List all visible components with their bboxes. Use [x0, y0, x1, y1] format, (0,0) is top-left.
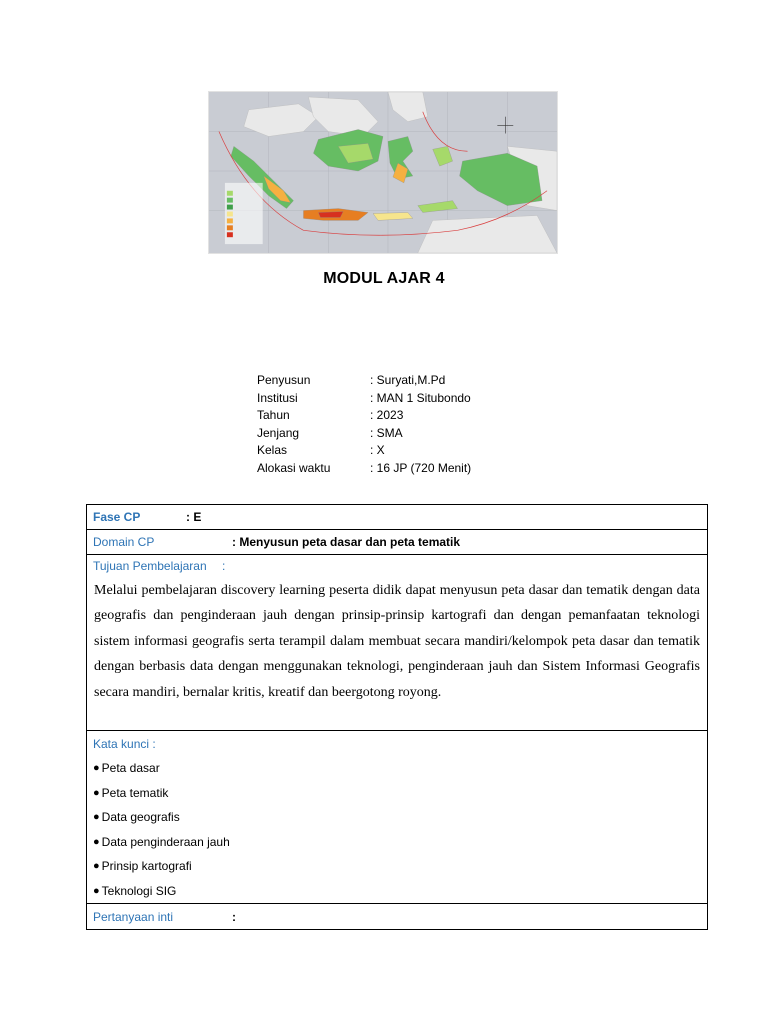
- map-legend: [225, 183, 263, 244]
- info-row-institusi: [257, 390, 471, 408]
- bullet-icon: ●: [93, 762, 100, 774]
- info-value: : 16 JP (720 Menit): [370, 460, 472, 475]
- module-info: [257, 372, 471, 478]
- domain-cp-label: Domain CP: [93, 535, 155, 549]
- bullet-icon: ●: [93, 884, 100, 897]
- kata-kunci-row: [87, 731, 707, 904]
- info-row-alokasi-waktu: [257, 460, 471, 478]
- tujuan-paragraph: Melalui pembelajaran discovery learning peserta didik dapat menyusun peta dasar dan tematik dengan data geografis dan penginderaan jauh dengan prinsip-prinsip kartografi dan dengan pemanfaatan teknologi sistem informasi geografis serta terampil dalam membuat secara mandiri/kelompok peta dasar dan tematik dengan berbasis data dengan menggunakan teknologi, penginderaan jauh dan Sistem Informasi Geografis secara mandiri, bernalar kritis, kreatif dan beergotong royong.: [94, 583, 700, 700]
- info-row-kelas: [257, 442, 471, 460]
- info-row-jenjang: [257, 425, 471, 443]
- bullet-icon: ●: [93, 786, 100, 799]
- info-label: Alokasi waktu: [257, 460, 331, 475]
- info-label: Kelas: [257, 443, 288, 458]
- list-item: [93, 854, 707, 879]
- list-item: [93, 830, 707, 855]
- keyword-text: Data penginderaan jauh: [101, 834, 230, 849]
- module-title: MODUL AJAR 4: [323, 270, 445, 287]
- info-label: Penyusun: [257, 373, 311, 387]
- info-value: : X: [370, 443, 385, 458]
- list-item: [93, 879, 707, 904]
- indonesia-population-density-map: [208, 91, 558, 254]
- keyword-text: Peta dasar: [101, 761, 160, 775]
- tujuan-colon: :: [222, 559, 226, 573]
- north-arrow-icon: [497, 117, 513, 134]
- info-value: : Suryati,M.Pd: [370, 373, 446, 387]
- keyword-text: Prinsip kartografi: [101, 859, 192, 873]
- bullet-icon: ●: [93, 835, 100, 848]
- list-item: [93, 781, 707, 806]
- kata-kunci-list: [87, 756, 707, 903]
- list-item: [93, 805, 707, 830]
- pertanyaan-inti-label: Pertanyaan inti: [93, 909, 174, 924]
- pertanyaan-inti-row: [87, 904, 707, 929]
- keyword-text: Teknologi SIG: [101, 883, 177, 898]
- tujuan-label: Tujuan Pembelajaran: [93, 559, 207, 573]
- bullet-icon: ●: [93, 860, 100, 872]
- info-label: Institusi: [257, 390, 298, 405]
- domain-cp-value: : Menyusun peta dasar dan peta tematik: [232, 535, 461, 549]
- cp-table: [86, 504, 708, 930]
- pertanyaan-inti-colon: :: [232, 909, 236, 924]
- info-row-penyusun: [257, 372, 471, 390]
- fase-cp-row: [87, 505, 707, 530]
- info-label: Jenjang: [257, 425, 300, 440]
- fase-cp-label: Fase CP: [93, 510, 141, 524]
- map-graphic: [209, 92, 557, 253]
- kata-kunci-label: Kata kunci :: [93, 736, 156, 751]
- info-label: Tahun: [257, 408, 290, 423]
- list-item: [93, 756, 707, 781]
- keyword-text: Peta tematik: [101, 785, 169, 800]
- info-value: : 2023: [370, 408, 404, 423]
- bullet-icon: ●: [93, 811, 100, 823]
- info-row-tahun: [257, 407, 471, 425]
- indonesia-islands: [231, 130, 542, 221]
- info-value: : SMA: [370, 425, 403, 440]
- fase-cp-value: : E: [186, 510, 202, 524]
- tujuan-pembelajaran-row: [87, 555, 707, 731]
- info-value: : MAN 1 Situbondo: [370, 390, 471, 405]
- keyword-text: Data geografis: [101, 810, 180, 824]
- domain-cp-row: [87, 530, 707, 555]
